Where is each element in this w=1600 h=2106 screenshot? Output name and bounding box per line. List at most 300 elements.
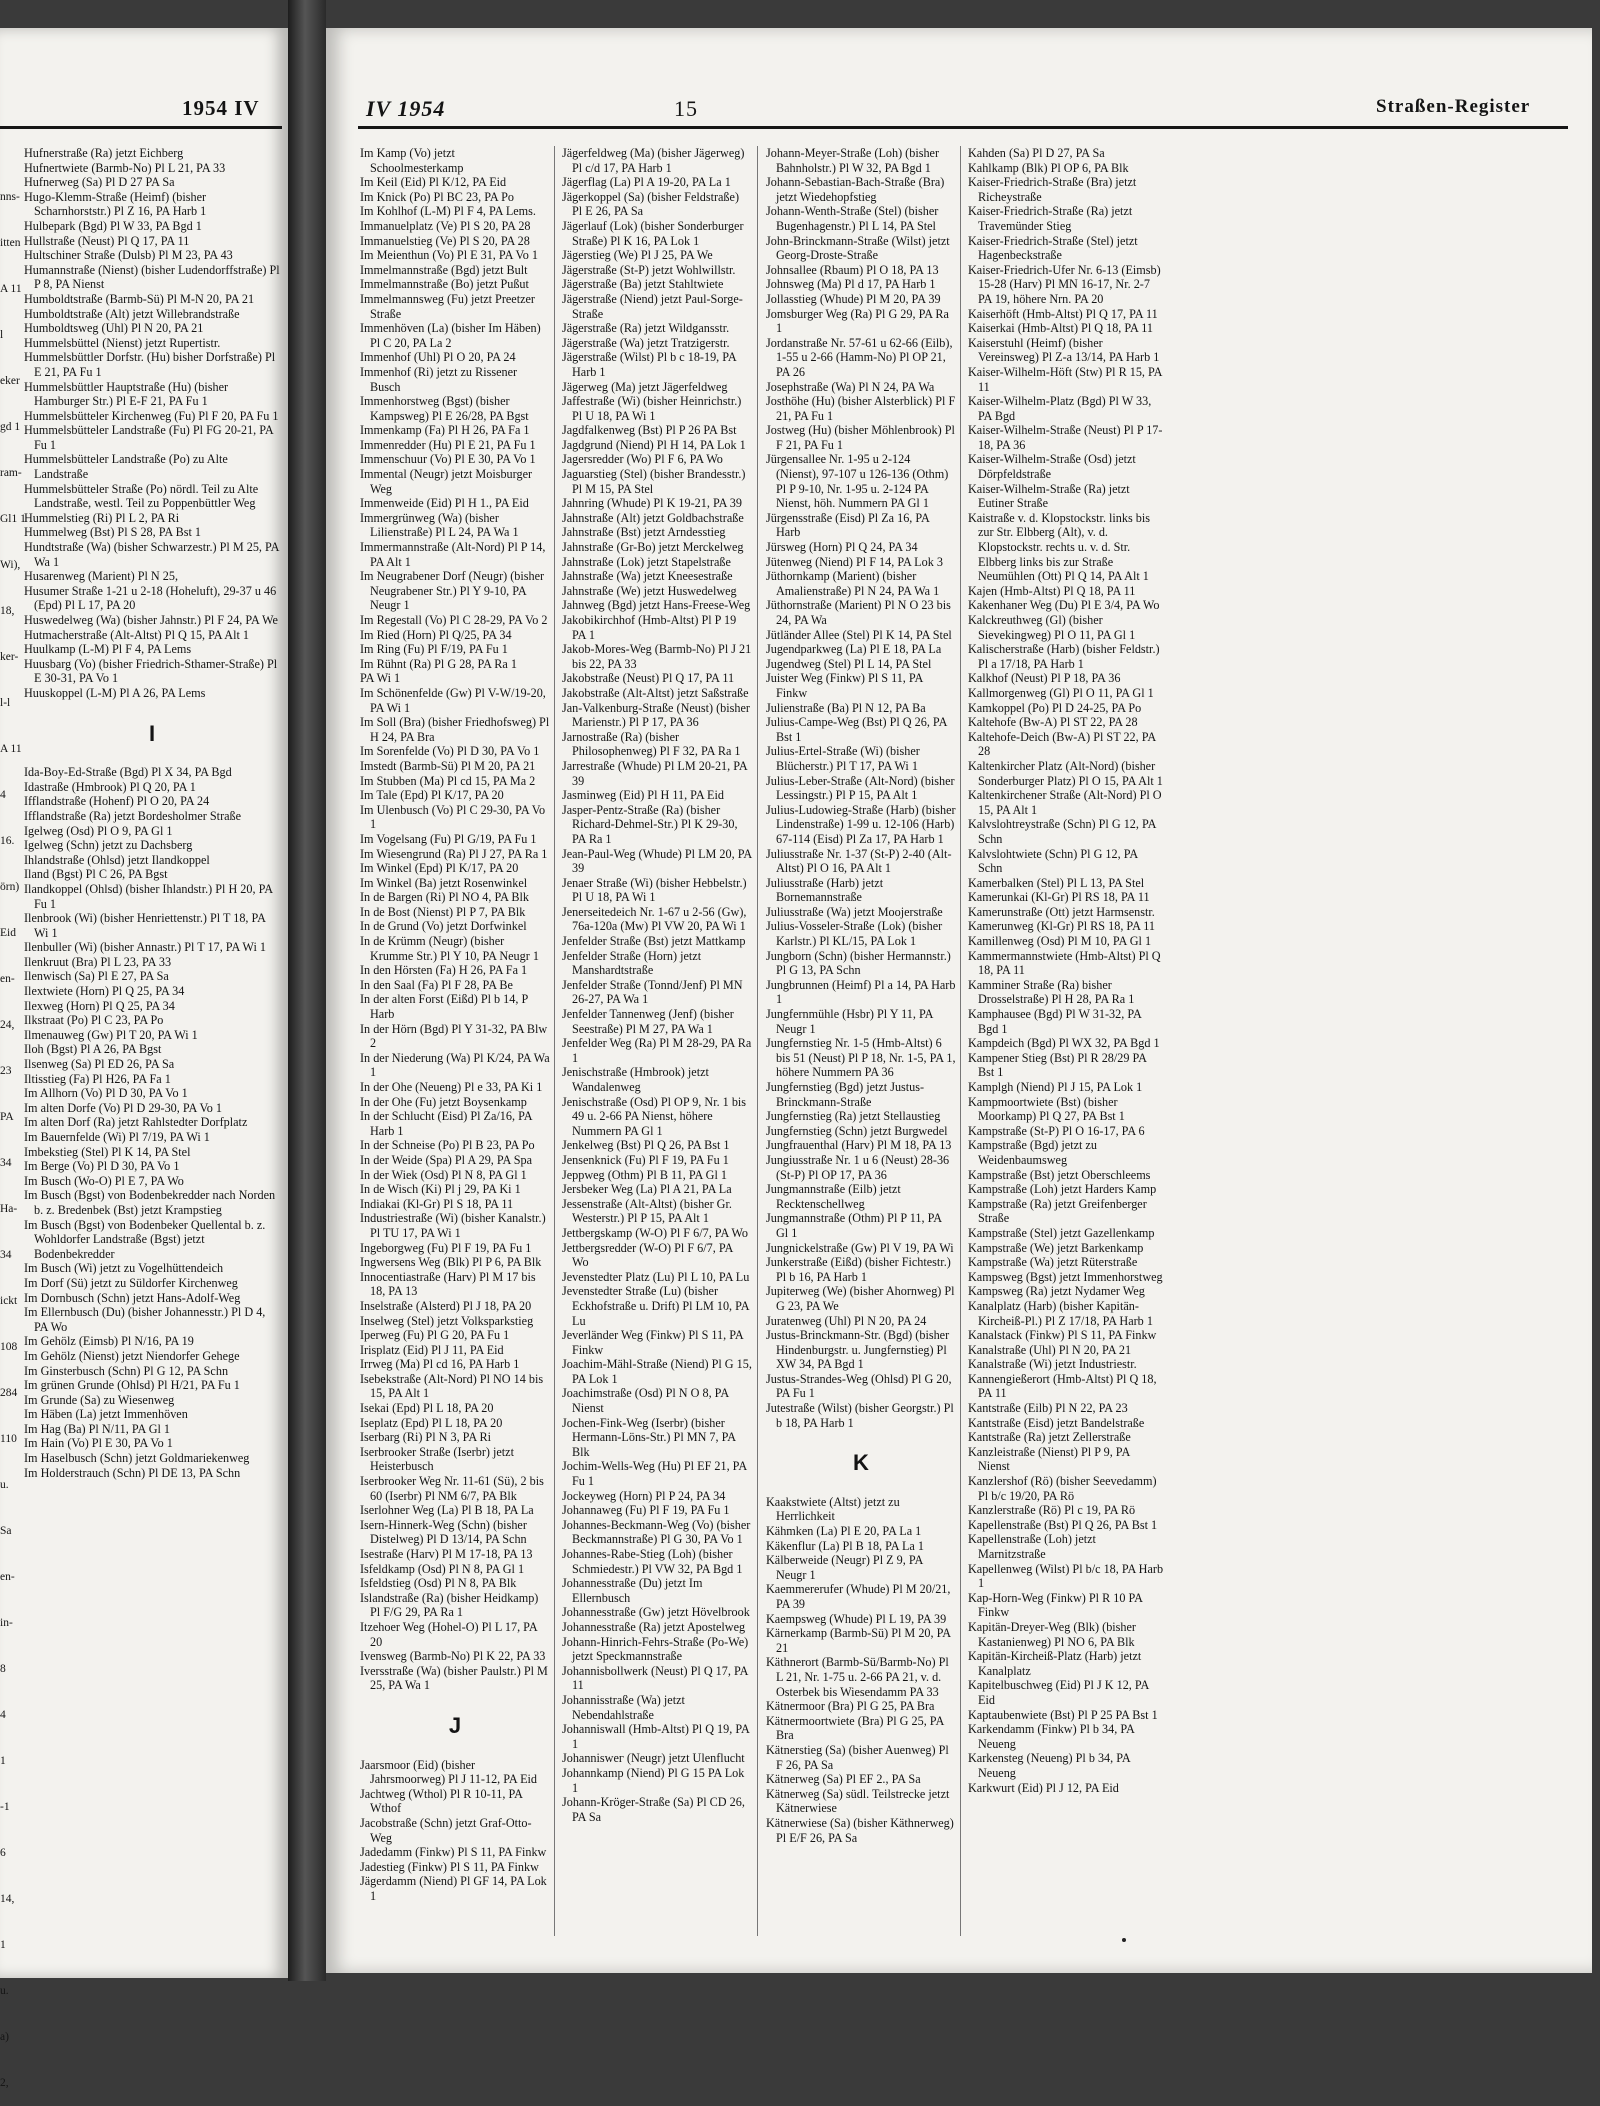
street-entry: In de Bost (Nienst) Pl P 7, PA Blk bbox=[360, 904, 526, 919]
street-entry: Jakobstraße (Alt-Altst) jetzt Saßstraße bbox=[562, 685, 749, 700]
street-entry: Ilenbrook (Wi) (bisher Henriettenstr.) Pl T 18, PA Wi 1 bbox=[24, 911, 266, 940]
street-entry: Kantstraße (Eisd) jetzt Bandelstraße bbox=[968, 1415, 1145, 1430]
street-entry: Kampmoortwiete (Bst) (bisher Moorkamp) Pl Q 27, PA Bst 1 bbox=[968, 1094, 1125, 1124]
register-column-2 bbox=[562, 146, 752, 1824]
street-entry: Hummelsbüttel (Nienst) jetzt Rupertistr. bbox=[24, 335, 221, 350]
clipped-text-fragment: en- bbox=[0, 1571, 15, 1583]
street-entry: Kamerunstraße (Ott) jetzt Harmsenstr. bbox=[968, 904, 1155, 919]
street-entry: Kaltehofe-Deich (Bw-A) Pl ST 22, PA 28 bbox=[968, 729, 1156, 759]
street-entry: Jahnstraße (Wa) jetzt Kneesestraße bbox=[562, 569, 733, 584]
street-entry: In der Schneise (Po) Pl B 23, PA Po bbox=[360, 1138, 535, 1153]
street-entry: Kampstraße (Bst) jetzt Oberschleems bbox=[968, 1167, 1151, 1182]
street-entry: Immanuelplatz (Ve) Pl S 20, PA 28 bbox=[360, 218, 531, 233]
street-entry: Kaiserhöft (Hmb-Altst) Pl Q 17, PA 11 bbox=[968, 306, 1158, 321]
street-entry: Kannengießerort (Hmb-Altst) Pl Q 18, PA 11 bbox=[968, 1371, 1157, 1401]
street-entry: Iserbarg (Ri) Pl N 3, PA Ri bbox=[360, 1430, 492, 1445]
street-entry: Im Kohlhof (L-M) Pl F 4, PA Lems. bbox=[360, 204, 536, 219]
clipped-text-fragment: Ha- bbox=[0, 1203, 18, 1215]
street-entry: Ilmenauweg (Gw) Pl T 20, PA Wi 1 bbox=[24, 1027, 198, 1042]
street-entry: Kaiser-Wilhelm-Straße (Osd) jetzt Dörpfeldstraße bbox=[968, 452, 1136, 482]
register-column-3 bbox=[766, 146, 956, 1845]
street-entry: Kaiser-Friedrich-Straße (Bra) jetzt Richeystraße bbox=[968, 175, 1137, 204]
street-entry: Jüthornkamp (Marient) (bisher Amalienstraße) Pl N 24, PA Wa 1 bbox=[766, 569, 940, 598]
street-entry: Jungfernstieg (Schn) jetzt Burgwedel bbox=[766, 1123, 948, 1138]
street-entry: Im Ulenbusch (Vo) Pl C 29-30, PA Vo 1 bbox=[360, 802, 546, 832]
street-entry: Im Dorf (Sü) jetzt zu Süldorfer Kirchenweg bbox=[24, 1275, 238, 1290]
street-entry: Jenkelweg (Bst) Pl Q 26, PA Bst 1 bbox=[562, 1138, 730, 1153]
street-entry: Kampsweg (Bgst) jetzt Immenhorstweg bbox=[968, 1269, 1163, 1284]
street-entry: Jean-Paul-Weg (Whude) Pl LM 20, PA 39 bbox=[562, 846, 752, 876]
street-entry: Jungfernmühle (Hsbr) Pl Y 11, PA Neugr 1 bbox=[766, 1007, 933, 1036]
street-entry: Jacobstraße (Schn) jetzt Graf-Otto-Weg bbox=[360, 1815, 532, 1845]
street-entry: Iltisstieg (Fa) Pl H26, PA Fa 1 bbox=[24, 1071, 171, 1086]
street-entry: Jagdgrund (Niend) Pl H 14, PA Lok 1 bbox=[562, 437, 746, 452]
street-entry: Jahnstraße (Lok) jetzt Stapelstraße bbox=[562, 554, 731, 569]
street-entry: Jollasstieg (Whude) Pl M 20, PA 39 bbox=[766, 291, 941, 306]
street-entry: Justus-Brinckmann-Str. (Bgd) (bisher Hindenburgstr. u. Jungfernstieg) Pl XW 34, PA Bgd 1 bbox=[766, 1328, 950, 1372]
clipped-text-fragment: 4 bbox=[0, 1709, 6, 1721]
street-entry: Hufnerweg (Sa) Pl D 27 PA Sa bbox=[24, 175, 175, 190]
street-entry: Im Soll (Bra) (bisher Friedhofsweg) Pl H 24, PA Bra bbox=[360, 715, 550, 744]
street-entry: In der Ohe (Fu) jetzt Boysenkamp bbox=[360, 1094, 527, 1109]
page-number: 15 bbox=[674, 96, 698, 121]
street-entry: Ilexweg (Horn) Pl Q 25, PA 34 bbox=[24, 998, 175, 1013]
clipped-text-fragment: 1 bbox=[0, 1755, 6, 1767]
street-entry: Im Busch (Wi) jetzt zu Vogelhüttendeich bbox=[24, 1261, 224, 1276]
street-entry: Idastraße (Hmbrook) Pl Q 20, PA 1 bbox=[24, 779, 196, 794]
street-entry: Imstedt (Barmb-Sü) Pl M 20, PA 21 bbox=[360, 758, 536, 773]
street-entry: Immelmannstraße (Bgd) jetzt Bult bbox=[360, 262, 528, 277]
street-entry: Johnsallee (Rbaum) Pl O 18, PA 13 bbox=[766, 262, 939, 277]
street-entry: Im Neugrabener Dorf (Neugr) (bisher Neugrabener Str.) Pl Y 9-10, PA Neugr 1 bbox=[360, 569, 545, 613]
street-entry: Johann-Wenth-Straße (Stel) (bisher Bugenhagenstr.) Pl L 14, PA Stel bbox=[766, 204, 939, 233]
street-entry: Kajen (Hmb-Altst) Pl Q 18, PA 11 bbox=[968, 583, 1136, 598]
street-entry: Kampstraße (Bgd) jetzt zu Weidenbaumsweg bbox=[968, 1138, 1097, 1167]
street-entry: Jachtweg (Wthol) Pl R 10-11, PA Wthof bbox=[360, 1786, 523, 1816]
street-entry: Jensenknick (Fu) Pl F 19, PA Fu 1 bbox=[562, 1152, 729, 1167]
street-entry: Kapitän-Dreyer-Weg (Blk) (bisher Kastanienweg) Pl NO 6, PA Blk bbox=[968, 1619, 1136, 1649]
street-entry: Im Busch (Bgst) von Bodenbekredder nach Norden b. z. Bredenbek (Bst) jetzt Krampstieg bbox=[24, 1188, 276, 1217]
street-entry: Jersbeker Weg (La) Pl A 21, PA La bbox=[562, 1182, 732, 1197]
street-entry: Jenfelder Tannenweg (Jenf) (bisher Seestraße) Pl M 27, PA Wa 1 bbox=[562, 1007, 734, 1036]
street-entry: Kalckreuthweg (Gl) (bisher Sievekingweg) Pl O 11, PA Gl 1 bbox=[968, 613, 1136, 642]
street-entry: Jugendparkweg (La) Pl E 18, PA La bbox=[766, 642, 942, 657]
street-entry: Im Kamp (Vo) jetzt Schoolmesterkamp bbox=[360, 146, 464, 175]
street-entry: Jenerseitedeich Nr. 1-67 u 2-56 (Gw), 76a-120a (Mw) Pl VW 20, PA Wi 1 bbox=[562, 904, 747, 934]
street-entry: Iland (Bgst) Pl C 26, PA Bgst bbox=[24, 867, 168, 882]
street-entry: Jägerkoppel (Sa) (bisher Feldstraße) Pl E 26, PA Sa bbox=[562, 189, 739, 219]
street-entry: Kampstraße (St-P) Pl O 16-17, PA 6 bbox=[968, 1123, 1145, 1138]
street-entry: Jockeyweg (Horn) Pl P 24, PA 34 bbox=[562, 1488, 726, 1503]
section-letter: J bbox=[448, 1712, 462, 1738]
street-entry: Itzehoer Weg (Hohel-O) Pl L 17, PA 20 bbox=[360, 1619, 537, 1649]
column-divider-3 bbox=[960, 146, 961, 1936]
street-entry: Kampdeich (Bgd) Pl WX 32, PA Bgd 1 bbox=[968, 1036, 1160, 1051]
street-entry: Im Vogelsang (Fu) Pl G/19, PA Fu 1 bbox=[360, 831, 537, 846]
street-entry: Juliusstraße Nr. 1-37 (St-P) 2-40 (Alt-Altst) Pl O 16, PA Alt 1 bbox=[766, 846, 952, 876]
street-entry: Im Busch (Wo-O) Pl E 7, PA Wo bbox=[24, 1173, 184, 1188]
street-entry: Imbekstieg (Stel) Pl K 14, PA Stel bbox=[24, 1144, 191, 1159]
street-entry: Jeverländer Weg (Finkw) Pl S 11, PA Finkw bbox=[562, 1328, 744, 1357]
street-entry: Julius-Campe-Weg (Bst) Pl Q 26, PA Bst 1 bbox=[766, 715, 947, 744]
street-entry: Kalvslohtreystraße (Schn) Pl G 12, PA Schn bbox=[968, 817, 1156, 846]
street-entry: Jenaer Straße (Wi) (bisher Hebbelstr.) Pl U 18, PA Wi 1 bbox=[562, 875, 747, 905]
street-entry: Julius-Vosseler-Straße (Lok) (bisher Karlstr.) Pl KL/15, PA Lok 1 bbox=[766, 919, 943, 949]
street-entry: Iserbrooker Weg Nr. 11-61 (Sü), 2 bis 60 (Iserbr) Pl NM 6/7, PA Blk bbox=[360, 1474, 544, 1503]
street-entry: In der Schlucht (Eisd) Pl Za/16, PA Harb 1 bbox=[360, 1109, 532, 1138]
street-entry: Jasminweg (Eid) Pl H 11, PA Eid bbox=[562, 788, 724, 803]
street-entry: Iloh (Bgst) Pl A 26, PA Bgst bbox=[24, 1042, 162, 1057]
street-entry: Karkwurt (Eid) Pl J 12, PA Eid bbox=[968, 1780, 1119, 1795]
street-entry: Hultschiner Straße (Dulsb) Pl M 23, PA 43 bbox=[24, 248, 233, 263]
street-entry: Jungborn (Schn) (bisher Hermannstr.) Pl G 13, PA Schn bbox=[766, 948, 951, 978]
street-entry: Im Gehölz (Eimsb) Pl N/16, PA 19 bbox=[24, 1334, 194, 1349]
clipped-text-fragment: ker- bbox=[0, 651, 19, 663]
street-entry: Immenhöven (La) (bisher Im Häben) Pl C 20, PA La 2 bbox=[360, 321, 541, 350]
street-entry: Kalischerstraße (Harb) (bisher Feldstr.) Pl a 17/18, PA Harb 1 bbox=[968, 642, 1160, 671]
clipped-text-fragment: A 11 bbox=[0, 283, 22, 295]
street-entry: Kamerbalken (Stel) Pl L 13, PA Stel bbox=[968, 875, 1145, 890]
street-entry: Hummelsbüttler Dorfstr. (Hu) bisher Dorfstraße) Pl E 21, PA Fu 1 bbox=[24, 350, 276, 379]
street-entry: Isfeldstieg (Osd) Pl N 8, PA Blk bbox=[360, 1576, 517, 1591]
clipped-text-fragment: a) bbox=[0, 2031, 9, 2043]
street-entry: Jahnring (Whude) Pl K 19-21, PA 39 bbox=[562, 496, 742, 511]
street-entry: Jevenstedter Platz (Lu) Pl L 10, PA Lu bbox=[562, 1269, 750, 1284]
street-entry: In de Wisch (Ki) Pl j 29, PA Ki 1 bbox=[360, 1182, 521, 1197]
street-entry: Kampstraße (Ra) jetzt Greifenberger Straße bbox=[968, 1196, 1147, 1226]
street-entry: Hullstraße (Neust) Pl Q 17, PA 11 bbox=[24, 233, 190, 248]
street-entry: Johann-Meyer-Straße (Loh) (bisher Bahnholstr.) Pl W 32, PA Bgd 1 bbox=[766, 146, 940, 175]
street-entry: Hummelsbütteler Kirchenweg (Fu) Pl F 20, PA Fu 1 bbox=[24, 408, 279, 423]
street-entry: Hummelsbütteler Landstraße (Fu) Pl FG 20-21, PA Fu 1 bbox=[24, 423, 274, 452]
street-entry: Hufnerstraße (Ra) jetzt Eichberg bbox=[24, 146, 184, 160]
street-entry: Jasper-Pentz-Straße (Ra) (bisher Richard-Dehmel-Str.) Pl K 29-30, PA Ra 1 bbox=[562, 802, 738, 846]
street-entry: Kallmorgenweg (Gl) Pl O 11, PA Gl 1 bbox=[968, 685, 1154, 700]
street-entry: Kampstraße (We) jetzt Barkenkamp bbox=[968, 1240, 1144, 1255]
section-letter: I bbox=[148, 720, 156, 746]
clipped-text-fragment: Eid bbox=[0, 927, 16, 939]
street-entry: Kaemmererufer (Whude) Pl M 20/21, PA 39 bbox=[766, 1582, 951, 1611]
street-entry: Kammermannstwiete (Hmb-Altst) Pl Q 18, PA 11 bbox=[968, 948, 1161, 978]
street-entry: Kantstraße (Eilb) Pl N 22, PA 23 bbox=[968, 1401, 1128, 1416]
street-entry: Jütländer Allee (Stel) Pl K 14, PA Stel bbox=[766, 627, 952, 642]
street-entry: Jungiusstraße Nr. 1 u 6 (Neust) 28-36 (St-P) Pl OP 17, PA 36 bbox=[766, 1152, 950, 1182]
left-page-header: 1954 IV bbox=[182, 96, 260, 120]
street-entry: Im Winkel (Epd) Pl K/17, PA 20 bbox=[360, 861, 519, 876]
street-entry: Iserbrooker Straße (Iserbr) jetzt Heisterbusch bbox=[360, 1444, 514, 1474]
street-entry: Kanzlerstraße (Rö) Pl c 19, PA Rö bbox=[968, 1503, 1136, 1518]
street-entry: Juister Weg (Finkw) Pl S 11, PA Finkw bbox=[766, 671, 923, 700]
street-entry: Iperweg (Fu) Pl G 20, PA Fu 1 bbox=[360, 1328, 510, 1343]
street-entry: Kätnermoortwiete (Bra) Pl G 25, PA Bra bbox=[766, 1713, 944, 1743]
clipped-text-fragment: 34 bbox=[0, 1249, 12, 1261]
register-column-4 bbox=[968, 146, 1164, 1795]
street-entry: Jochim-Wells-Weg (Hu) Pl EF 21, PA Fu 1 bbox=[562, 1459, 747, 1489]
street-entry: Im Ried (Horn) Pl Q/25, PA 34 bbox=[360, 627, 512, 642]
street-entry: Isebekstraße (Alt-Nord) Pl NO 14 bis 15, PA Alt 1 bbox=[360, 1371, 544, 1401]
street-entry: Jakob-Mores-Weg (Barmb-No) Pl J 21 bis 22, PA 33 bbox=[562, 642, 752, 671]
street-entry: Im Dornbusch (Schn) jetzt Hans-Adolf-Weg bbox=[24, 1290, 241, 1305]
street-entry: Immenhof (Uhl) Pl O 20, PA 24 bbox=[360, 350, 516, 365]
street-entry: Isfeldkamp (Osd) Pl N 8, PA Gl 1 bbox=[360, 1561, 525, 1576]
street-entry: Josthöhe (Hu) (bisher Alsterblick) Pl F 21, PA Fu 1 bbox=[766, 394, 956, 423]
clipped-text-fragment: Gl1 1 bbox=[0, 513, 26, 525]
street-entry: Kamerunkai (Kl-Gr) Pl RS 18, PA 11 bbox=[968, 890, 1150, 905]
street-entry: Humboldtsweg (Uhl) Pl N 20, PA 21 bbox=[24, 321, 204, 336]
street-entry: Juliusstraße (Harb) jetzt Bornemannstraße bbox=[766, 875, 884, 905]
street-entry: Immelmannsweg (Fu) jetzt Preetzer Straße bbox=[360, 291, 535, 321]
right-header-rule bbox=[358, 126, 1568, 129]
street-entry: Julienstraße (Ba) Pl N 12, PA Ba bbox=[766, 700, 926, 715]
clipped-text-fragment: PA bbox=[0, 1111, 14, 1123]
street-entry: Jarnostraße (Ra) (bisher Philosophenweg) Pl F 32, PA Ra 1 bbox=[562, 729, 741, 759]
book-gutter bbox=[288, 0, 326, 1981]
street-entry: Im Keil (Eid) Pl K/12, PA Eid bbox=[360, 175, 507, 190]
street-entry: Huuskoppel (L-M) Pl A 26, PA Lems bbox=[24, 685, 206, 700]
street-entry: Kakenhaner Weg (Du) Pl E 3/4, PA Wo bbox=[968, 598, 1160, 613]
street-entry: Kaiser-Friedrich-Straße (Ra) jetzt Travemünder Stieg bbox=[968, 204, 1133, 233]
street-entry: Hummelstieg (Ri) Pl L 2, PA Ri bbox=[24, 510, 180, 525]
street-entry: Jungmannstraße (Eilb) jetzt Recktenschellweg bbox=[766, 1182, 901, 1211]
street-entry: Im Ring (Fu) Pl F/19, PA Fu 1 bbox=[360, 642, 508, 657]
street-entry: Juliusstraße (Wa) jetzt Moojerstraße bbox=[766, 904, 943, 919]
street-entry: Indiakai (Kl-Gr) Pl S 18, PA 11 bbox=[360, 1196, 514, 1211]
street-entry: Islandstraße (Ra) (bisher Heidkamp) Pl F/G 29, PA Ra 1 bbox=[360, 1590, 539, 1620]
street-entry: Kanalplatz (Harb) (bisher Kapitän-Kircheiß-Pl.) Pl Z 17/18, PA Harb 1 bbox=[968, 1298, 1153, 1328]
street-entry: Jenfelder Weg (Ra) Pl M 28-29, PA Ra 1 bbox=[562, 1036, 752, 1065]
street-entry: Im Ellernbusch (Du) (bisher Johannesstr.) Pl D 4, PA Wo bbox=[24, 1305, 266, 1334]
street-entry: Jaffestraße (Wi) (bisher Heinrichstr.) Pl U 18, PA Wi 1 bbox=[562, 394, 742, 423]
street-entry: Huulkamp (L-M) Pl F 4, PA Lems bbox=[24, 642, 192, 657]
street-entry: Kaiser-Wilhelm-Platz (Bgd) Pl W 33, PA Bgd bbox=[968, 394, 1152, 423]
left-page-column bbox=[24, 146, 280, 1480]
street-entry: Hundtstraße (Wa) (bisher Schwarzestr.) Pl M 25, PA Wa 1 bbox=[24, 540, 279, 569]
street-entry: Hutmacherstraße (Alt-Altst) Pl Q 15, PA Alt 1 bbox=[24, 627, 250, 642]
street-entry: Kapellenstraße (Loh) jetzt Marnitzstraße bbox=[968, 1532, 1096, 1561]
street-entry: Hugo-Klemm-Straße (Heimf) (bisher Scharnhorststr.) Pl Z 16, PA Harb 1 bbox=[24, 189, 207, 219]
street-entry: Kaiser-Wilhelm-Straße (Neust) Pl P 17-18, PA 36 bbox=[968, 423, 1163, 452]
street-entry: Jenfelder Straße (Tonnd/Jenf) Pl MN 26-27, PA Wa 1 bbox=[562, 977, 743, 1007]
street-entry: Jahnstraße (Gr-Bo) jetzt Merckelweg bbox=[562, 540, 744, 555]
street-entry: Im Haselbusch (Schn) jetzt Goldmariekenweg bbox=[24, 1451, 250, 1466]
street-entry: Im Meienthun (Vo) Pl E 31, PA Vo 1 bbox=[360, 248, 538, 263]
clipped-text-fragment: 8 bbox=[0, 1663, 6, 1675]
street-entry: Im alten Dorf (Ra) jetzt Rahlstedter Dorfplatz bbox=[24, 1115, 248, 1130]
clipped-text-fragment: gd 1 bbox=[0, 421, 21, 433]
street-entry: Ilenbuller (Wi) (bisher Annastr.) Pl T 17, PA Wi 1 bbox=[24, 940, 266, 955]
street-entry: Im Winkel (Ba) jetzt Rosenwinkel bbox=[360, 875, 528, 890]
street-entry: Isestraße (Harv) Pl M 17-18, PA 13 bbox=[360, 1547, 533, 1561]
street-entry: Ivensweg (Barmb-No) Pl K 22, PA 33 bbox=[360, 1649, 546, 1664]
street-entry: Jessenstraße (Alt-Altst) (bisher Gr. Westerstr.) Pl P 15, PA Alt 1 bbox=[562, 1196, 732, 1226]
street-entry: Jakobstraße (Neust) Pl Q 17, PA 11 bbox=[562, 671, 735, 686]
street-entry: Jarrestraße (Whude) Pl LM 20-21, PA 39 bbox=[562, 758, 748, 788]
street-entry: In den Saal (Fa) Pl F 28, PA Be bbox=[360, 977, 513, 992]
street-entry: Kätnermoor (Bra) Pl G 25, PA Bra bbox=[766, 1699, 935, 1714]
street-entry: Jahnweg (Bgd) jetzt Hans-Freese-Weg bbox=[562, 598, 751, 613]
street-entry: Kampstraße (Wa) jetzt Rüterstraße bbox=[968, 1255, 1138, 1270]
street-entry: Inselweg (Stel) jetzt Volksparkstieg bbox=[360, 1313, 534, 1328]
street-entry: Jenischstraße (Osd) Pl OP 9, Nr. 1 bis 49 u. 2-66 PA Nienst, höhere Nummern PA Gl 1 bbox=[562, 1094, 747, 1138]
right-page-header-right: Straßen-Register bbox=[1376, 96, 1531, 117]
street-entry: Jevenstedter Straße (Lu) (bisher Eckhofstraße u. Drift) Pl LM 10, PA Lu bbox=[562, 1284, 749, 1328]
street-entry: Im Knick (Po) Pl BC 23, PA Po bbox=[360, 189, 514, 204]
street-entry: Kapellenstraße (Bst) Pl Q 26, PA Bst 1 bbox=[968, 1517, 1158, 1532]
street-entry: Kanalstraße (Uhl) Pl N 20, PA 21 bbox=[968, 1342, 1132, 1357]
street-entry: Kampener Stieg (Bst) Pl R 28/29 PA Bst 1 bbox=[968, 1050, 1147, 1080]
clipped-text-fragment: örn) bbox=[0, 881, 20, 893]
street-entry: In der alten Forst (Eißd) Pl b 14, P Harb bbox=[360, 992, 528, 1022]
street-entry: Jagersredder (Wo) Pl F 6, PA Wo bbox=[562, 452, 723, 467]
street-entry: Jan-Valkenburg-Straße (Neust) (bisher Marienstr.) Pl P 17, PA 36 bbox=[562, 700, 750, 730]
street-entry: Igelweg (Schn) jetzt zu Dachsberg bbox=[24, 838, 193, 853]
street-entry: Jettbergskamp (W-O) Pl F 6/7, PA Wo bbox=[562, 1225, 749, 1240]
street-entry: Im Sorenfelde (Vo) Pl D 30, PA Vo 1 bbox=[360, 744, 540, 759]
street-entry: Im Hain (Vo) Pl E 30, PA Vo 1 bbox=[24, 1436, 173, 1451]
street-entry: Kaakstwiete (Altst) jetzt zu Herrlichkeit bbox=[766, 1494, 900, 1524]
street-entry: Johannes-Rabe-Stieg (Loh) (bisher Schmiedestr.) Pl VW 32, PA Bgd 1 bbox=[562, 1547, 743, 1576]
street-entry: Johanniswег (Neugr) jetzt Ulenflucht bbox=[562, 1751, 745, 1766]
left-page-margin-fragments bbox=[0, 174, 26, 2106]
street-entry: Kaltehofe (Bw-A) Pl ST 22, PA 28 bbox=[968, 715, 1138, 730]
street-entry: In de Krümm (Neugr) (bisher Krumme Str.) Pl Y 10, PA Neugr 1 bbox=[360, 934, 539, 963]
right-page bbox=[326, 28, 1592, 1973]
clipped-text-fragment: eker bbox=[0, 375, 20, 387]
street-entry: Kätnerweg (Sa) südl. Teilstrecke jetzt Kätnerwiese bbox=[766, 1786, 950, 1816]
street-entry: Johann-Sebastian-Bach-Straße (Bra) jetzt Wiedehopfstieg bbox=[766, 175, 945, 204]
street-entry: Hulbepark (Bgd) Pl W 33, PA Bgd 1 bbox=[24, 218, 202, 233]
street-entry: Immenhof (Ri) jetzt zu Rissener Busch bbox=[360, 364, 518, 394]
street-entry: Kahlkamp (Blk) Pl OP 6, PA Blk bbox=[968, 160, 1129, 175]
street-entry: Jägerlauf (Lok) (bisher Sonderburger Straße) Pl K 16, PA Lok 1 bbox=[562, 218, 744, 248]
street-entry: John-Brinckmann-Straße (Wilst) jetzt Georg-Droste-Straße bbox=[766, 233, 950, 263]
street-entry: Ilandkoppel (Ohlsd) (bisher Ihlandstr.) Pl H 20, PA Fu 1 bbox=[24, 881, 273, 911]
street-entry: Kamplgh (Niend) Pl J 15, PA Lok 1 bbox=[968, 1080, 1143, 1094]
clipped-text-fragment: 6 bbox=[0, 1847, 6, 1859]
street-entry: Kätnerweg (Sa) Pl EF 2., PA Sa bbox=[766, 1772, 921, 1787]
clipped-text-fragment: 16. bbox=[0, 835, 15, 847]
street-entry: Kanzleistraße (Nienst) Pl P 9, PA Nienst bbox=[968, 1444, 1130, 1474]
street-entry: Jenfelder Straße (Horn) jetzt Manshardtstraße bbox=[562, 948, 702, 978]
street-entry: Im grünen Grunde (Ohlsd) Pl H/21, PA Fu 1 bbox=[24, 1378, 240, 1393]
street-entry: Jungbrunnen (Heimf) Pl a 14, PA Harb 1 bbox=[766, 977, 956, 1007]
street-entry: Jägerflag (La) Pl A 19-20, PA La 1 bbox=[562, 175, 731, 190]
street-entry: Jungfernstieg (Ra) jetzt Stellaustieg bbox=[766, 1109, 941, 1124]
street-entry: Kamerunweg (Kl-Gr) Pl RS 18, PA 11 bbox=[968, 919, 1155, 934]
street-entry: Kaltenkirchener Straße (Alt-Nord) Pl O 15, PA Alt 1 bbox=[968, 788, 1162, 817]
street-entry: Kaempsweg (Whude) Pl L 19, PA 39 bbox=[766, 1611, 947, 1626]
street-entry: Jägerstraße (Wa) jetzt Tratzigerstr. bbox=[562, 335, 730, 350]
street-entry: Kamillenweg (Osd) Pl M 10, PA Gl 1 bbox=[968, 934, 1152, 949]
street-entry: Jungmannstraße (Othm) Pl P 11, PA Gl 1 bbox=[766, 1211, 942, 1240]
clipped-text-fragment: 284 bbox=[0, 1387, 18, 1399]
street-entry: Immenredder (Hu) Pl E 21, PA Fu 1 bbox=[360, 437, 536, 452]
street-entry: Kaistraße v. d. Klopstockstr. links bis zur Str. Elbberg (Alt), v. d. Klopstockstr. rechts u. v. d. Str. Elbberg links bis zur Straße Neumühlen (Ott) Pl Q 14, PA Alt 1 bbox=[968, 510, 1151, 584]
street-entry: Kähmken (La) Pl E 20, PA La 1 bbox=[766, 1524, 922, 1539]
column-divider-2 bbox=[757, 146, 758, 1936]
street-entry: Jenischstraße (Hmbrook) jetzt Wandalenweg bbox=[562, 1065, 709, 1094]
street-entry: Immermannstraße (Alt-Nord) Pl P 14, PA Alt 1 bbox=[360, 540, 546, 569]
street-entry: Kanzlershof (Rö) (bisher Seevedamm) Pl b/c 19/20, PA Rö bbox=[968, 1474, 1157, 1503]
street-entry: Ilenwisch (Sa) Pl E 27, PA Sa bbox=[24, 969, 169, 984]
street-entry: Jenfelder Straße (Bst) jetzt Mattkamp bbox=[562, 934, 746, 949]
clipped-text-fragment: Wi), bbox=[0, 559, 21, 571]
street-entry: Industriestraße (Wi) (bisher Kanalstr.) Pl TU 17, PA Wi 1 bbox=[360, 1211, 546, 1240]
street-entry: Justus-Strandes-Weg (Ohlsd) Pl G 20, PA Fu 1 bbox=[766, 1371, 952, 1401]
street-entry: Hummelsbütteler Straße (Po) nördl. Teil zu Alte Landstraße, westl. Teil zu Poppenbüttler Weg bbox=[24, 481, 259, 511]
clipped-text-fragment: -1 bbox=[0, 1801, 10, 1813]
street-entry: Im Gehölz (Nienst) jetzt Niendorfer Gehege bbox=[24, 1348, 240, 1363]
street-entry: Johannisstraße (Wa) jetzt Nebendahlstraße bbox=[562, 1692, 685, 1722]
clipped-text-fragment: 24, bbox=[0, 1019, 15, 1031]
street-entry: Joachim-Mähl-Straße (Niend) Pl G 15, PA Lok 1 bbox=[562, 1357, 752, 1386]
street-entry: Immenweide (Eid) Pl H 1., PA Eid bbox=[360, 496, 529, 511]
clipped-text-fragment: u. bbox=[0, 1985, 9, 1997]
street-entry: PA Wi 1 bbox=[360, 671, 401, 686]
street-entry: Jürsweg (Horn) Pl Q 24, PA 34 bbox=[766, 540, 918, 555]
street-entry: Jürgensstraße (Eisd) Pl Za 16, PA Harb bbox=[766, 510, 930, 540]
street-entry: Hufnertwiete (Barmb-No) Pl L 21, PA 33 bbox=[24, 160, 226, 175]
street-entry: Johannisbollwerk (Neust) Pl Q 17, PA 11 bbox=[562, 1663, 748, 1693]
street-entry: Kamphausee (Bgd) Pl W 31-32, PA Bgd 1 bbox=[968, 1007, 1142, 1036]
section-letter: K bbox=[853, 1450, 869, 1476]
street-entry: Jaarsmoor (Eid) (bisher Jahrsmoorweg) Pl J 11-12, PA Eid bbox=[360, 1757, 538, 1787]
street-entry: Im Berge (Vo) Pl D 30, PA Vo 1 bbox=[24, 1159, 180, 1174]
street-entry: Kärnerkamp (Barmb-Sü) Pl M 20, PA 21 bbox=[766, 1626, 951, 1655]
street-entry: Kapitän-Kircheiß-Platz (Harb) jetzt Kanalplatz bbox=[968, 1649, 1142, 1678]
street-entry: Ilenkruut (Bra) Pl L 23, PA 33 bbox=[24, 954, 172, 969]
street-entry: In der Ohe (Neueng) Pl e 33, PA Ki 1 bbox=[360, 1080, 543, 1094]
street-entry: Im Schönenfelde (Gw) Pl V-W/19-20, PA Wi 1 bbox=[360, 685, 546, 715]
clipped-text-fragment: 110 bbox=[0, 1433, 17, 1445]
street-entry: Hummelsbütteler Landstraße (Po) zu Alte Landstraße bbox=[24, 452, 228, 482]
street-entry: Jagdfalkenweg (Bst) Pl P 26 PA Bst bbox=[562, 423, 737, 438]
left-header-rule bbox=[0, 126, 282, 129]
street-entry: Im Häben (La) jetzt Immenhöven bbox=[24, 1407, 188, 1422]
street-entry: Jettbergsredder (W-O) Pl F 6/7, PA Wo bbox=[562, 1240, 733, 1270]
street-entry: Kaptaubenwiete (Bst) Pl P 25 PA Bst 1 bbox=[968, 1707, 1158, 1722]
street-entry: Immanuelstieg (Ve) Pl S 20, PA 28 bbox=[360, 233, 530, 248]
street-entry: Innocentiastraße (Harv) Pl M 17 bis 18, PA 13 bbox=[360, 1269, 536, 1299]
street-entry: Jupiterweg (We) (bisher Ahornweg) Pl G 23, PA We bbox=[766, 1284, 955, 1313]
street-entry: Kahden (Sa) Pl D 27, PA Sa bbox=[968, 146, 1105, 160]
street-entry: Kätnerwiese (Sa) (bisher Käthnerweg) Pl E/F 26, PA Sa bbox=[766, 1815, 954, 1845]
clipped-text-fragment: 1 bbox=[0, 1939, 6, 1951]
street-entry: Husarenweg (Marient) Pl N 25, bbox=[24, 569, 178, 584]
street-entry: Kaiser-Friedrich-Straße (Stel) jetzt Hagenbeckstraße bbox=[968, 233, 1138, 263]
street-entry: Kanalstack (Finkw) Pl S 11, PA Finkw bbox=[968, 1328, 1157, 1343]
street-entry: Im Wiesengrund (Ra) Pl J 27, PA Ra 1 bbox=[360, 846, 548, 861]
street-entry: Iversstraße (Wa) (bisher Paulstr.) Pl M 25, PA Wa 1 bbox=[360, 1663, 548, 1693]
clipped-text-fragment: 2, bbox=[0, 2077, 9, 2089]
street-entry: Julius-Leber-Straße (Alt-Nord) (bisher Lessingstr.) Pl P 15, PA Alt 1 bbox=[766, 773, 955, 803]
street-entry: Johannes-Beckmann-Weg (Vo) (bisher Beckmannstraße) Pl G 30, PA Vo 1 bbox=[562, 1517, 751, 1547]
street-entry: In de Bargen (Ri) Pl NO 4, PA Blk bbox=[360, 890, 529, 905]
street-entry: Kampsweg (Ra) jetzt Nydamer Weg bbox=[968, 1284, 1145, 1299]
clipped-text-fragment: nns- bbox=[0, 191, 20, 203]
street-entry: Käkenflur (La) Pl B 18, PA La 1 bbox=[766, 1538, 924, 1553]
street-entry: Ingwersens Weg (Blk) Pl P 6, PA Blk bbox=[360, 1255, 542, 1270]
street-entry: Jahnstraße (Alt) jetzt Goldbachstraße bbox=[562, 510, 744, 525]
street-entry: Im Busch (Bgst) von Bodenbeker Quellental b. z. Wohldorfer Landstraße (Bgst) jetzt Bodenbekredder bbox=[24, 1217, 266, 1261]
street-entry: Im Rühnt (Ra) Pl G 28, PA Ra 1 bbox=[360, 656, 517, 671]
street-entry: Immenkamp (Fa) Pl H 26, PA Fa 1 bbox=[360, 423, 530, 438]
street-entry: Jordanstraße Nr. 57-61 u 62-66 (Eilb), 1-55 u 2-66 (Hamm-No) Pl OP 21, PA 26 bbox=[766, 335, 953, 379]
clipped-text-fragment: l-l bbox=[0, 697, 11, 709]
register-column-1 bbox=[360, 146, 550, 1903]
street-entry: Jungnickelstraße (Gw) Pl V 19, PA Wi bbox=[766, 1240, 954, 1255]
street-entry: Jahnstraße (Bst) jetzt Arndesstieg bbox=[562, 525, 726, 540]
